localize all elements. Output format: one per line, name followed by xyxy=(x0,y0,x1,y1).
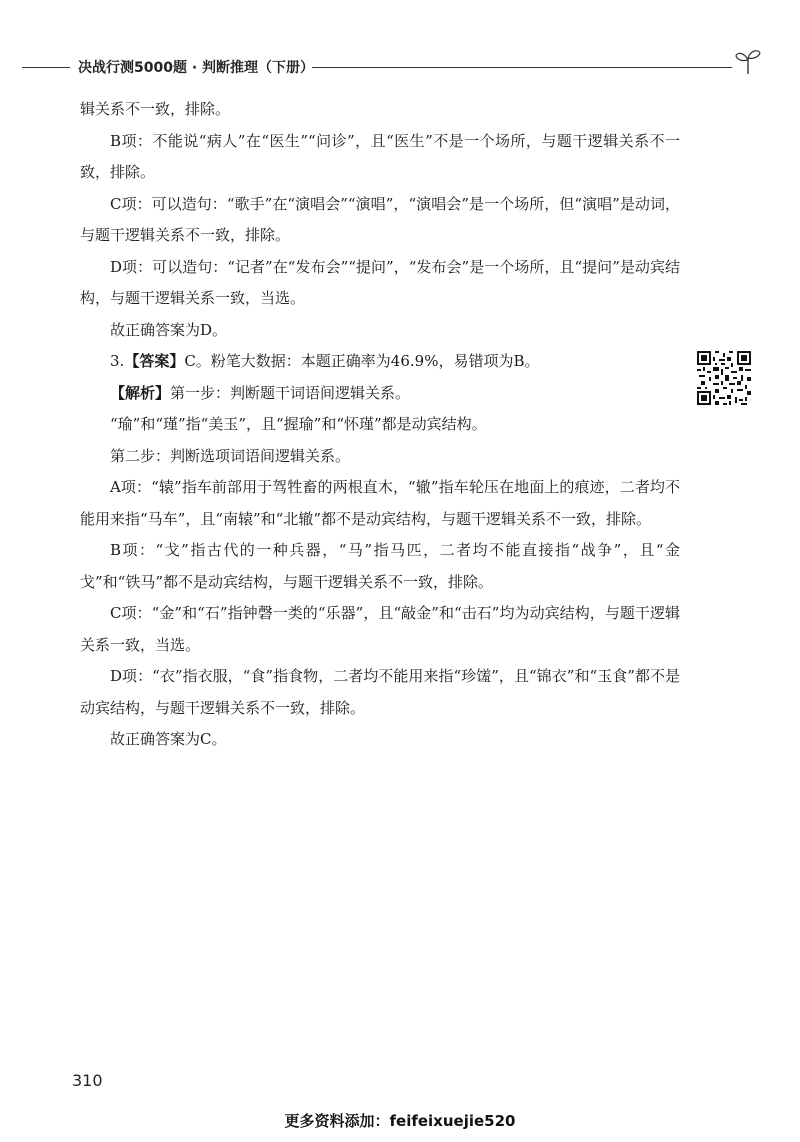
analysis-text: 第一步：判断题干词语间逻辑关系。 xyxy=(170,383,411,402)
paragraph: B项：不能说“病人”在“医生”“问诊”，且“医生”不是一个场所，与题干逻辑关系不一致，排除。 xyxy=(80,131,680,181)
paragraph: “瑜”和“瑾”指“美玉”，且“握瑜”和“怀瑾”都是动宾结构。 xyxy=(110,415,487,433)
paragraph: 辑关系不一致，排除。 xyxy=(80,100,231,118)
paragraph: C项：“金”和“石”指钟磬一类的“乐器”，且“敲金”和“击石”均为动宾结构，与题干逻辑关系一致，当选。 xyxy=(80,604,680,654)
page-body xyxy=(80,94,680,756)
question-answer-line xyxy=(80,346,680,378)
analysis-line xyxy=(80,378,680,410)
page-number: 310 xyxy=(72,1071,103,1090)
header-rule-left xyxy=(22,67,70,68)
page-header xyxy=(22,52,762,82)
question-number: 3. xyxy=(110,352,125,370)
paragraph: 故正确答案为D。 xyxy=(110,320,228,339)
book-title: 决战行测5000题 · 判断推理（下册） xyxy=(78,60,315,76)
paragraph: 故正确答案为C。 xyxy=(110,730,227,748)
answer-text: C。粉笔大数据：本题正确率为46.9%，易错项为B。 xyxy=(184,352,540,370)
qr-code xyxy=(697,351,751,405)
paragraph: A项：“辕”指车前部用于驾牲畜的两根直木，“辙”指车轮压在地面上的痕迹，二者均不能用来指“马车”，且“南辕”和“北辙”都不是动宾结构，与题干逻辑关系不一致，排除。 xyxy=(80,478,680,528)
paragraph: D项：“衣”指衣服，“食”指食物，二者均不能用来指“珍馐”，且“锦衣”和“玉食”都不是动宾结构，与题干逻辑关系不一致，排除。 xyxy=(80,667,680,717)
paragraph: 第二步：判断选项词语间逻辑关系。 xyxy=(110,446,351,465)
paragraph: D项：可以造句：“记者”在“发布会”“提问”，“发布会”是一个场所，且“提问”是动宾结构，与题干逻辑关系一致，当选。 xyxy=(80,257,680,307)
header-rule-right xyxy=(312,67,732,68)
paragraph: C项：可以造句：“歌手”在“演唱会”“演唱”，“演唱会”是一个场所，但“演唱”是动词，与题干逻辑关系不一致，排除。 xyxy=(80,194,680,244)
sprout-icon xyxy=(734,46,762,76)
answer-label: 【答案】 xyxy=(124,352,185,370)
analysis-label: 【解析】 xyxy=(110,383,171,402)
footer-note: 更多资料添加：feifeixuejie520 xyxy=(284,1112,516,1130)
paragraph: B项：“戈”指古代的一种兵器，“马”指马匹，二者均不能直接指“战争”，且“金戈”和“铁马”都不是动宾结构，与题干逻辑关系不一致，排除。 xyxy=(80,541,680,591)
